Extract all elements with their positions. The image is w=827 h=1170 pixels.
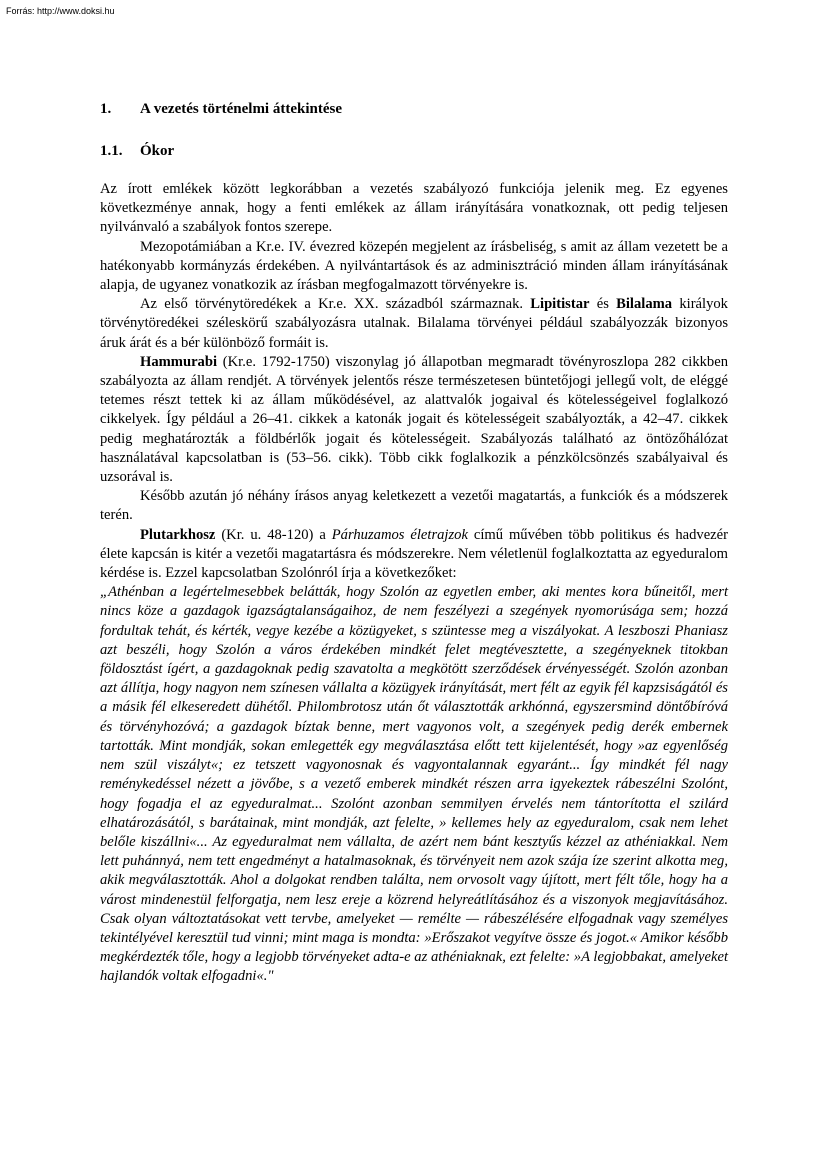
section-heading-1 (100, 100, 728, 118)
name-lipitistar: Lipitistar (530, 296, 590, 313)
paragraph-first-laws: Az első törvénytöredékek a Kr.e. XX. századból származnak. Lipitistar és Bilalama királyok törvénytöredékei széleskörű szabályozásra utalnak. Bilalama törvényei például szabályozzák bizonyos áruk árát és a bér különböző formáit is. (100, 296, 728, 351)
paragraph-plutarch: Plutarkhosz (Kr. u. 48-120) a Párhuzamos életrajzok című művében több politikus és hadvezér élete kapcsán is kitér a vezetői magatartásra és módszerekre. Nem véletlenül foglalkoztatta az egyeduralom kérdése is. Ezzel kapcsolatban Szolónról írja a következőket: (100, 526, 728, 582)
subsection-number: 1.1. (100, 143, 123, 159)
name-plutarkhosz: Plutarkhosz (140, 526, 216, 543)
section-heading-1-1 (100, 142, 728, 160)
quote-solon: „Athénban a legértelmesebbek belátták, hogy Szolón az egyetlen ember, aki mentes kora bűneitől, mert nincs köze a gazdagok igazságtalanságaihoz, de nem feszélyezi a szegények nyomorúsága sem; hozzá fordultak tehát, és kérték, vegye kezébe a közügyeket, s szüntesse meg a viszályokat. A leszboszi Phaniasz azt beszéli, hogy Szolón a város érdekében mindkét felet megtévesztette, a szegényeknek titokban földosztást ígért, a gazdagoknak pedig szavatolta a megkötött szerződések érvényességét. Szolón azonban azt állítja, hogy nagyon nem színesen vállalta a közügyek irányítását, mert félt az egyik fél kapzsiságától és a másik fél elkeseredett dühétől. Philombrotosz után őt választották arkhónná, egyszersmind döntőbíróvá és törvényhozóvá; a gazdagok bíztak benne, mert vagyonos volt, a szegények pedig derék embernek tartották. Mint mondják, sokan emlegették egy megválasztása előtt tett kijelentését, hogy »az egyenlőség nem szül viszályt«; ez tetszett vagyonosnak és vagyontalannak egyaránt... Így mindkét fél nagy reménykedéssel nézett a jövőbe, s a vezető emberek mindkét részen arra igyekeztek rábeszélni Szolónt, hogy fogadja el az egyeduralmat... Szolónt azonban semmilyen érvelés nem tántorította el szilárd elhatározásától, s barátainak, mint mondják, azt felelte, » kellemes hely az egyeduralom, csak nem lehet belőle kiszállni«... Az egyeduralmat nem vállalta, de azért nem bánt kesztyűs kézzel az athéniakkal. Nem lett puhánnyá, nem tett engedményt a hatalmasoknak, és törvényeit nem azok szája íze szerint alkotta meg, akik megválasztották. Ahol a dolgokat rendben találta, nem orvosolt vagy újított, mert félt tőle, hogy ha a várost mindenestül felforgatja, nem lesz ereje a közrend helyreátlításához és a viszonyok megjavításához. Csak olyan változtatásokat vett tervbe, amelyeket — remélte — rábeszélésére elfogadnak vagy személyes tekintélyével keresztül tud vinni; mint maga is mondta: »Erőszakot vegyítve össze és jogot.« Amikor később megkérdezték tőle, hogy a legjobb törvényeket adta-e az athéniaknak, ezt felelte: »A legjobbakat, amelyeket hajlandók voltak elfogadni«." (100, 584, 728, 985)
paragraph-mesopotamia: Mezopotámiában a Kr.e. IV. évezred közepén megjelent az írásbeliség, s amit az állam vezetett be a hatékonyabb kormányzás érdekében. A nyilvántartások és az adminisztráció minden állam irányításának alapja, de ugyanez vonatkozik az írásban megfogalmazott törvényekre is. (100, 238, 728, 294)
book-title: Párhuzamos életrajzok (331, 526, 468, 543)
source-line: Forrás: http://www.doksi.hu (6, 6, 115, 16)
body-text (100, 180, 728, 987)
section-number: 1. (100, 101, 112, 117)
name-bilalama: Bilalama (616, 296, 673, 313)
name-hammurabi: Hammurabi (140, 353, 218, 370)
paragraph-intro: Az írott emlékek között legkorábban a vezetés szabályozó funkciója jelenik meg. Ez egyenes következménye annak, hogy a fenti emlékek az állam irányítására vonatkoznak, ott pedig teljesen nyilvánvaló a szabályok fontos szerepe. (100, 181, 728, 236)
document-page (100, 100, 728, 987)
section-title: A vezetés történelmi áttekintése (140, 101, 343, 117)
paragraph-hammurabi: Hammurabi (Kr.e. 1792-1750) viszonylag jó állapotban megmaradt tövényroszlopa 282 cikkben szabályozta az állam rendjét. A törvények jelentős része természetesen büntetőjogi jellegű volt, de eléggé tetemes részt tettek ki az állam működésével, az alattvalók jogaival és kötelességeivel foglalkozó cikkelyek. Így például a 26–41. cikkek a katonák jogait és kötelességeit szabályozták, a 42–47. cikkek pedig meghatározták a földbérlők jogait és kötelességeit. Szabályozás található az öntözőhálózat használatával kapcsolatban is (53–56. cikk). Több cikk foglalkozik a pénzkölcsönzés szabályaival és uzsorával is. (100, 353, 728, 486)
subsection-title: Ókor (140, 143, 175, 159)
paragraph-later-writings: Később azután jó néhány írásos anyag keletkezett a vezetői magatartás, a funkciók és a módszerek terén. (100, 488, 728, 524)
